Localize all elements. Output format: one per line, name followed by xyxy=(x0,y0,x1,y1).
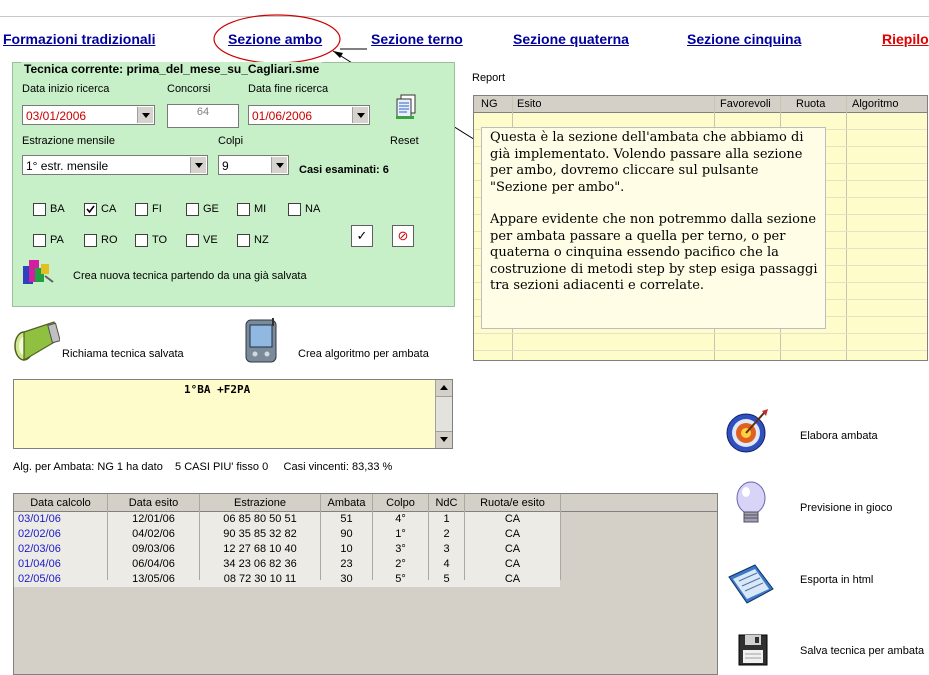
tab-sezione-quaterna[interactable]: Sezione quaterna xyxy=(513,31,629,47)
wheel-label-ca: CA xyxy=(101,203,117,215)
cell-estrazione: 06 85 80 50 51 xyxy=(223,513,297,525)
cell-ruota: CA xyxy=(504,558,521,570)
wheel-label-fi: FI xyxy=(152,203,162,215)
cell-data-calcolo: 02/03/06 xyxy=(18,543,61,555)
cell-estrazione: 12 27 68 10 40 xyxy=(223,543,297,555)
callout-paragraph-2: Appare evidente che non potremmo dalla sezione per ambata passare a quella per terno, o per quaterna o cinquina essendo pacifico che la costruzione di metodi step by step esiga passaggi tra sezioni adiacenti e correlate. xyxy=(490,212,818,293)
checkbox-to[interactable] xyxy=(135,234,148,247)
colpi-label: Colpi xyxy=(218,135,244,147)
cell-estrazione: 08 72 30 10 11 xyxy=(223,573,297,585)
results-col-data-esito: Data esito xyxy=(128,497,179,509)
estrazione-label: Estrazione mensile xyxy=(22,135,115,147)
wheel-label-ge: GE xyxy=(203,203,219,215)
floppy-disk-icon[interactable] xyxy=(736,632,770,668)
book-icon[interactable] xyxy=(725,559,777,609)
start-date-select[interactable] xyxy=(22,105,155,125)
table-row[interactable] xyxy=(14,557,560,573)
start-date-label: Data inizio ricerca xyxy=(22,83,110,95)
concorsi-field[interactable] xyxy=(167,104,239,128)
algorithm-status: Alg. per Ambata: NG 1 ha dato 5 CASI PIU' fisso 0 Casi vincenti: 83,33 % xyxy=(13,461,393,473)
end-date-select[interactable] xyxy=(248,105,370,125)
grid-line xyxy=(474,333,928,334)
wheel-label-to: TO xyxy=(152,234,168,246)
new-technique-label: Crea nuova tecnica partendo da una già salvata xyxy=(73,270,307,282)
report-col-ruota: Ruota xyxy=(796,98,826,110)
report-col-favorevoli: Favorevoli xyxy=(720,98,771,110)
pda-icon[interactable] xyxy=(240,316,282,366)
cell-colpo: 3° xyxy=(395,543,406,555)
wheel-label-ro: RO xyxy=(101,234,118,246)
colpi-select[interactable] xyxy=(218,155,289,175)
wheel-label-na: NA xyxy=(305,203,321,215)
document-icon[interactable] xyxy=(394,93,420,121)
colpi-value: 9 xyxy=(222,159,229,173)
results-col-ndc: NdC xyxy=(435,497,458,509)
cell-estrazione: 90 35 85 32 82 xyxy=(223,528,297,540)
cell-ruota: CA xyxy=(504,543,521,555)
cell-colpo: 2° xyxy=(395,558,406,570)
report-col-ng: NG xyxy=(481,98,498,110)
report-label: Report xyxy=(472,72,506,84)
column-divider xyxy=(199,494,200,580)
wheel-label-ba: BA xyxy=(50,203,65,215)
checkbox-ro[interactable] xyxy=(84,234,97,247)
cell-ndc: 4 xyxy=(443,558,450,570)
callout-paragraph-1: Questa è la sezione dell'ambata che abbiamo di già implementato. Volendo passare alla sezione per ambo, dovremo cliccare sul pulsante "Sezione per ambo". xyxy=(490,130,804,195)
checkbox-na[interactable] xyxy=(288,203,301,216)
wheel-label-mi: MI xyxy=(254,203,267,215)
confirm-button[interactable]: ✓ xyxy=(351,225,373,247)
tab-riepilogo[interactable]: Riepilo xyxy=(882,31,929,47)
elabora-ambata-label[interactable]: Elabora ambata xyxy=(800,430,878,442)
checkbox-ca[interactable] xyxy=(84,203,97,216)
esporta-html-label[interactable]: Esporta in html xyxy=(800,574,874,586)
highlight-ellipse xyxy=(214,15,340,63)
results-col-estrazione: Estrazione xyxy=(234,497,286,509)
cell-data-calcolo: 02/02/06 xyxy=(18,528,61,540)
column-divider xyxy=(372,494,373,580)
cell-ndc: 5 xyxy=(443,573,450,585)
target-icon[interactable] xyxy=(724,407,770,457)
end-date-value: 01/06/2006 xyxy=(252,109,313,123)
cell-colpo: 4° xyxy=(395,513,406,525)
cell-ndc: 3 xyxy=(443,543,450,555)
end-date-label: Data fine ricerca xyxy=(248,83,329,95)
cell-colpo: 5° xyxy=(395,573,406,585)
column-divider xyxy=(560,494,561,580)
table-row[interactable] xyxy=(14,512,560,528)
colpi-dropdown-icon[interactable] xyxy=(271,157,287,173)
scroll-up-icon[interactable] xyxy=(436,380,452,397)
cell-data-esito: 09/03/06 xyxy=(132,543,175,555)
algorithm-editor[interactable] xyxy=(13,379,453,449)
column-divider xyxy=(107,494,108,580)
estrazione-value: 1° estr. mensile xyxy=(26,159,109,173)
cell-ambata: 10 xyxy=(340,543,353,555)
create-algorithm-label[interactable]: Crea algoritmo per ambata xyxy=(298,348,429,360)
scroll-down-icon[interactable] xyxy=(436,431,452,448)
cell-ambata: 90 xyxy=(340,528,353,540)
cell-estrazione: 34 23 06 82 36 xyxy=(223,558,297,570)
checkbox-pa[interactable] xyxy=(33,234,46,247)
checkbox-ge[interactable] xyxy=(186,203,199,216)
previsione-label[interactable]: Previsione in gioco xyxy=(800,502,893,514)
table-row[interactable] xyxy=(14,527,560,543)
casi-esaminati: Casi esaminati: 6 xyxy=(299,164,389,176)
cancel-button[interactable]: ⊘ xyxy=(392,225,414,247)
recall-technique-label[interactable]: Richiama tecnica salvata xyxy=(62,348,184,360)
results-col-data-calcolo: Data calcolo xyxy=(30,497,91,509)
start-date-dropdown-icon[interactable] xyxy=(137,107,153,123)
grid-line xyxy=(846,96,847,361)
concorsi-value: 64 xyxy=(196,106,210,118)
cell-data-esito: 06/04/06 xyxy=(132,558,175,570)
results-col-colpo: Colpo xyxy=(386,497,415,509)
check-mark-icon xyxy=(85,204,96,215)
checkbox-nz[interactable] xyxy=(237,234,250,247)
grid-line xyxy=(474,350,928,351)
flashlight-icon[interactable] xyxy=(10,318,60,364)
cell-ruota: CA xyxy=(504,528,521,540)
cell-data-calcolo: 01/04/06 xyxy=(18,558,61,570)
estrazione-select[interactable] xyxy=(22,155,208,175)
concorsi-label: Concorsi xyxy=(167,83,211,95)
tab-sezione-terno[interactable]: Sezione terno xyxy=(371,31,463,47)
cell-data-esito: 13/05/06 xyxy=(132,573,175,585)
report-col-esito: Esito xyxy=(517,98,542,110)
cell-data-calcolo: 03/01/06 xyxy=(18,513,61,525)
cell-ambata: 51 xyxy=(340,513,353,525)
results-header xyxy=(14,494,717,512)
cell-data-esito: 04/02/06 xyxy=(132,528,175,540)
cell-ruota: CA xyxy=(504,573,521,585)
start-date-value: 03/01/2006 xyxy=(26,109,87,123)
report-col-algoritmo: Algoritmo xyxy=(852,98,899,110)
annotation-callout xyxy=(481,127,826,329)
results-col-ambata: Ambata xyxy=(327,497,366,509)
tab-sezione-ambo[interactable]: Sezione ambo xyxy=(228,31,323,47)
cell-data-esito: 12/01/06 xyxy=(132,513,175,525)
checkbox-ve[interactable] xyxy=(186,234,199,247)
estrazione-dropdown-icon[interactable] xyxy=(190,157,206,173)
table-row[interactable] xyxy=(14,572,560,588)
wheel-label-nz: NZ xyxy=(254,234,269,246)
cell-ambata: 30 xyxy=(340,573,353,585)
technique-title: Tecnica corrente: prima_del_mese_su_Cagliari.sme xyxy=(21,62,322,76)
column-divider xyxy=(428,494,429,580)
tab-formazioni-tradizionali[interactable]: Formazioni tradizionali xyxy=(3,31,156,47)
end-date-dropdown-icon[interactable] xyxy=(352,107,368,123)
checkbox-mi[interactable] xyxy=(237,203,250,216)
cell-colpo: 1° xyxy=(395,528,406,540)
cell-data-calcolo: 02/05/06 xyxy=(18,573,61,585)
table-row[interactable] xyxy=(14,542,560,558)
cell-ndc: 1 xyxy=(443,513,450,525)
column-divider xyxy=(320,494,321,580)
algorithm-text: 1°BA +F2PA xyxy=(184,383,251,396)
tab-sezione-cinquina[interactable]: Sezione cinquina xyxy=(687,31,802,47)
algorithm-scrollbar[interactable] xyxy=(435,380,452,448)
leader-arrowhead xyxy=(333,51,343,58)
report-header xyxy=(474,96,927,113)
column-divider xyxy=(464,494,465,580)
new-technique-icon[interactable] xyxy=(21,256,55,288)
wheel-label-ve: VE xyxy=(203,234,218,246)
results-table[interactable] xyxy=(13,493,718,675)
wheel-label-pa: PA xyxy=(50,234,64,246)
technique-panel xyxy=(12,62,455,307)
cell-ndc: 2 xyxy=(443,528,450,540)
results-col-ruota-esito: Ruota/e esito xyxy=(480,497,545,509)
lightbulb-icon[interactable] xyxy=(731,479,771,529)
cell-ambata: 23 xyxy=(340,558,353,570)
checkbox-ba[interactable] xyxy=(33,203,46,216)
checkbox-fi[interactable] xyxy=(135,203,148,216)
reset-label: Reset xyxy=(390,135,419,147)
salva-tecnica-label[interactable]: Salva tecnica per ambata xyxy=(800,645,925,657)
cell-ruota: CA xyxy=(504,513,521,525)
